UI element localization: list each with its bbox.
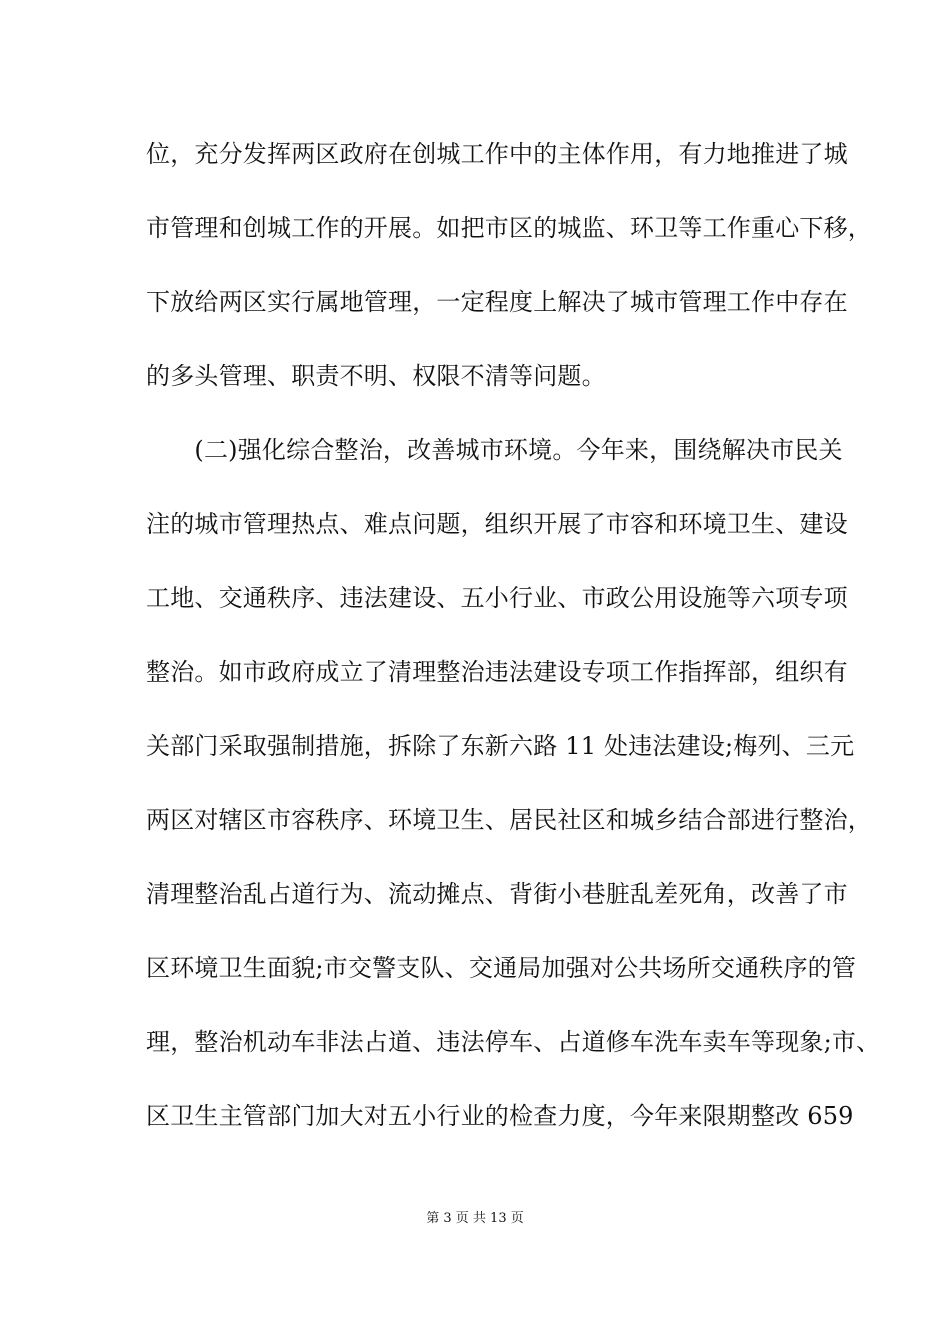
text-line: 工地、交通秩序、违法建设、五小行业、市政公用设施等六项专项 (146, 584, 848, 612)
text-line: 清理整治乱占道行为、流动摊点、背街小巷脏乱差死角，改善了市 (146, 880, 848, 908)
text-line: 理，整治机动车非法占道、违法停车、占道修车洗车卖车等现象;市、 (146, 1028, 881, 1056)
text-line: 位，充分发挥两区政府在创城工作中的主体作用，有力地推进了城 (146, 140, 848, 168)
text-line: 区环境卫生面貌;市交警支队、交通局加强对公共场所交通秩序的管 (146, 954, 857, 982)
text-line: 整治。如市政府成立了清理整治违法建设专项工作指挥部，组织有 (146, 658, 848, 686)
text-line: 下放给两区实行属地管理，一定程度上解决了城市管理工作中存在 (146, 288, 848, 316)
text-line: (二)强化综合整治，改善城市环境。今年来，围绕解决市民关 (146, 436, 843, 464)
text-line: 两区对辖区市容秩序、环境卫生、居民社区和城乡结合部进行整治， (146, 806, 872, 834)
page-number: 第 3 页 共 13 页 (426, 1211, 524, 1226)
text-line: 市管理和创城工作的开展。如把市区的城监、环卫等工作重心下移， (146, 214, 872, 242)
text-line: 的多头管理、职责不明、权限不清等问题。 (146, 362, 606, 390)
text-line: 注的城市管理热点、难点问题，组织开展了市容和环境卫生、建设 (146, 510, 848, 538)
body-text (146, 134, 881, 1170)
text-line: 关部门采取强制措施，拆除了东新六路 11 处违法建设;梅列、三元 (146, 732, 855, 760)
text-line: 区卫生主管部门加大对五小行业的检查力度，今年来限期整改 659 (146, 1102, 854, 1130)
page-footer (0, 1209, 950, 1229)
